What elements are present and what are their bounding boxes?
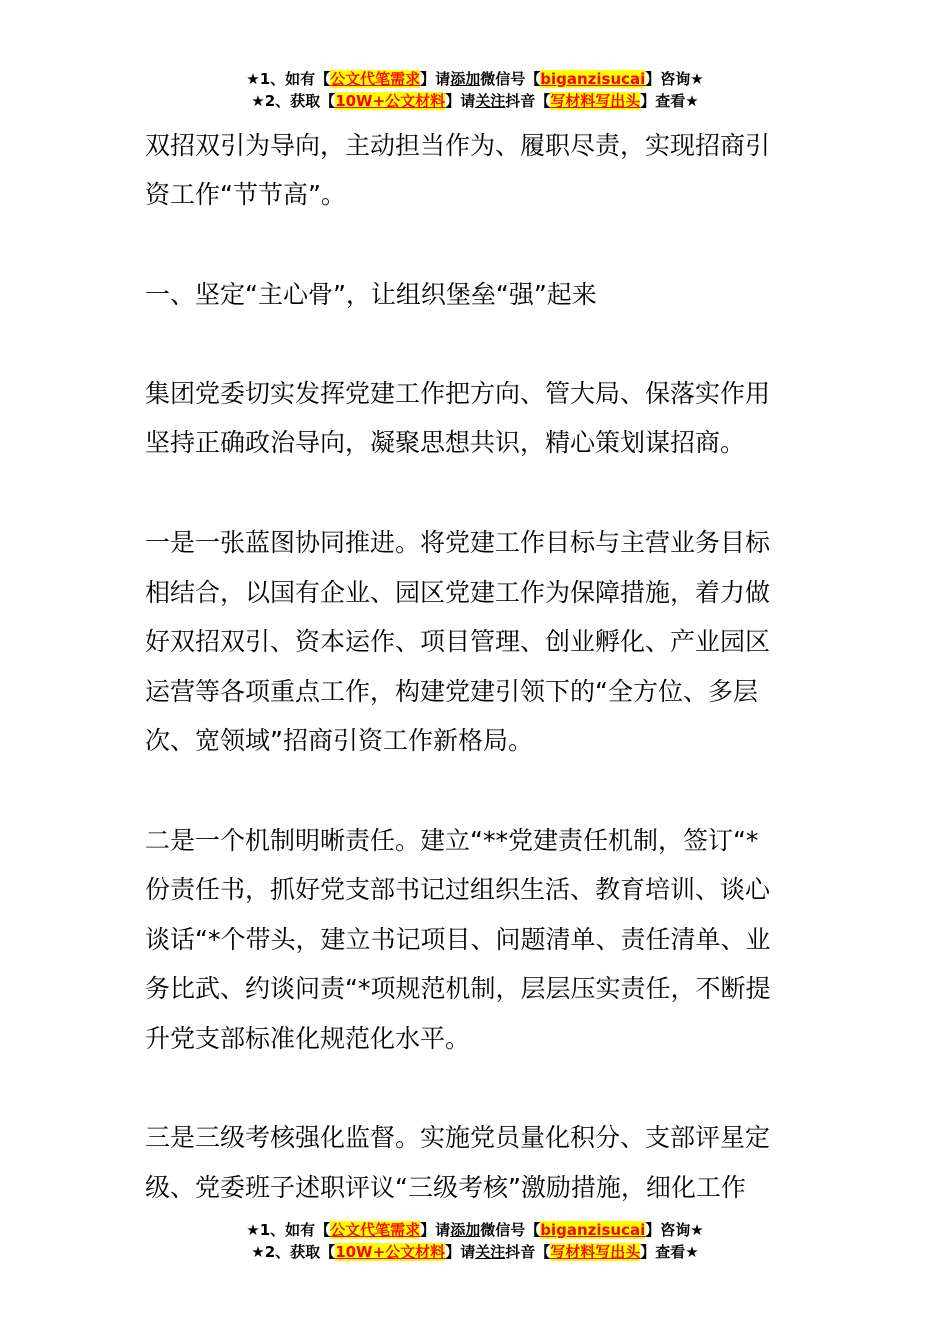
douyin-account-highlight: 写材料写出头 [550, 1243, 641, 1261]
banner-underline: 关注 [475, 1243, 506, 1261]
body-line: 坚持正确政治导向，凝聚思想共识，精心策划谋招商。 [145, 428, 746, 457]
materials-highlight: 10W+公文材料 [335, 92, 446, 110]
header-banner [0, 68, 950, 112]
douyin-account-highlight: 写材料写出头 [550, 92, 641, 110]
footer-banner [0, 1219, 950, 1263]
section-heading: 一、坚定“主心骨”，让组织堡垒“强”起来 [145, 280, 597, 309]
body-line: 务比武、约谈问责“*项规范机制，层层压实责任，不断提 [145, 974, 771, 1003]
banner-text: 】请 [420, 70, 451, 88]
banner-text: ★1、如有【 [246, 1221, 331, 1239]
materials-highlight: 10W+公文材料 [335, 1243, 446, 1261]
body-line: 双招双引为导向，主动担当作为、履职尽责，实现招商引 [145, 131, 771, 160]
banner-text: 】查看★ [640, 1243, 699, 1261]
banner-text: 抖音【 [505, 92, 551, 110]
wechat-id-highlight: biganzisucai [540, 1221, 646, 1239]
banner-text: 】请 [445, 92, 476, 110]
banner-text: 】请 [445, 1243, 476, 1261]
body-line: 三是三级考核强化监督。实施党员量化积分、支部评星定 [145, 1123, 771, 1152]
banner-underline: 关注 [475, 92, 506, 110]
ghostwriting-highlight: 公文代笔需求 [330, 70, 421, 88]
banner-text: ★1、如有【 [246, 70, 331, 88]
body-line: 二是一个机制明晰责任。建立“**党建责任机制，签订“* [145, 826, 759, 855]
body-line: 相结合，以国有企业、园区党建工作为保障措施，着力做 [145, 578, 771, 607]
banner-text: 微信号【 [480, 70, 541, 88]
banner-text: ★2、获取【 [251, 92, 336, 110]
body-line: 升党支部标准化规范化水平。 [145, 1024, 471, 1053]
body-line: 运营等各项重点工作，构建党建引领下的“全方位、多层 [145, 677, 758, 706]
body-line: 份责任书，抓好党支部书记过组织生活、教育培训、谈心 [145, 875, 771, 904]
banner-text: 】咨询★ [645, 70, 704, 88]
footer-banner-line-1 [0, 1219, 950, 1241]
banner-underline: 添加 [450, 1221, 481, 1239]
wechat-id-highlight: biganzisucai [540, 70, 646, 88]
banner-text: 】咨询★ [645, 1221, 704, 1239]
body-line: 一是一张蓝图协同推进。将党建工作目标与主营业务目标 [145, 528, 771, 557]
banner-text: 】查看★ [640, 92, 699, 110]
banner-text: ★2、获取【 [251, 1243, 336, 1261]
body-line: 次、宽领域”招商引资工作新格局。 [145, 726, 533, 755]
ghostwriting-highlight: 公文代笔需求 [330, 1221, 421, 1239]
banner-text: 】请 [420, 1221, 451, 1239]
header-banner-line-1 [0, 68, 950, 90]
body-line: 级、党委班子述职评议“三级考核”激励措施，细化工作 [145, 1173, 746, 1202]
body-line: 谈话“*个带头，建立书记项目、问题清单、责任清单、业 [145, 925, 771, 954]
body-line: 好双招双引、资本运作、项目管理、创业孵化、产业园区 [145, 627, 771, 656]
banner-text: 微信号【 [480, 1221, 541, 1239]
banner-underline: 添加 [450, 70, 481, 88]
body-line: 集团党委切实发挥党建工作把方向、管大局、保落实作用 [145, 379, 771, 408]
header-banner-line-2 [0, 90, 950, 112]
footer-banner-line-2 [0, 1241, 950, 1263]
body-line: 资工作“节节高”。 [145, 180, 346, 209]
banner-text: 抖音【 [505, 1243, 551, 1261]
